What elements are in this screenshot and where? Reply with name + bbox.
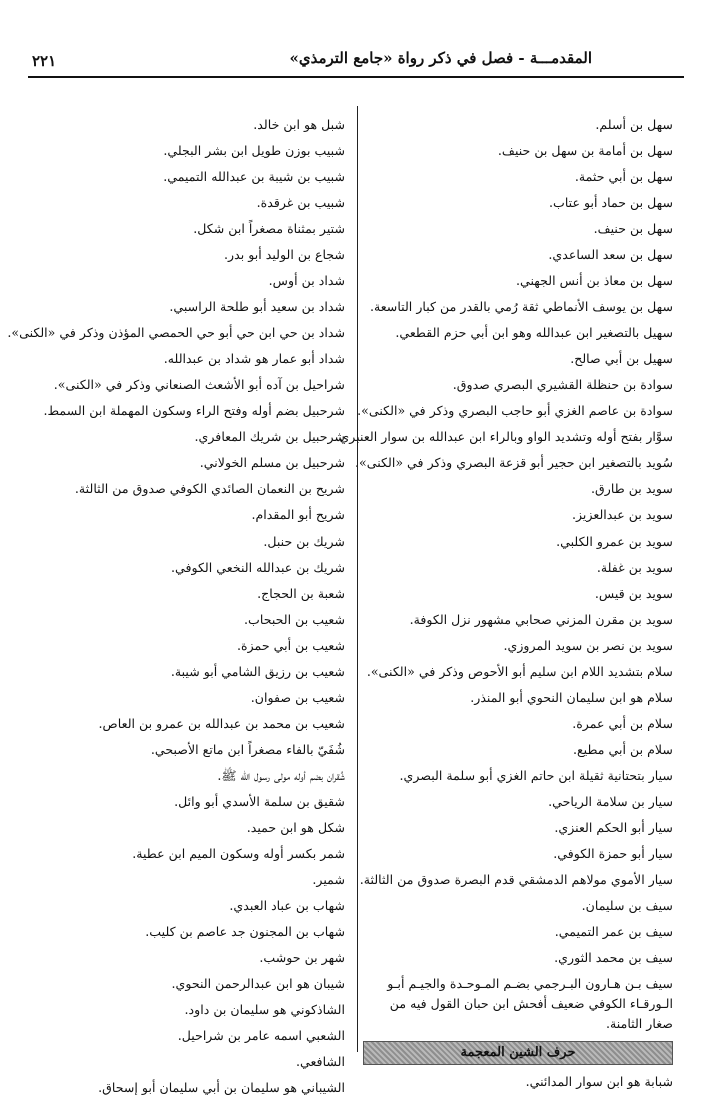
- list-item: شعيب بن محمد بن عبدالله بن عمرو بن العاص.: [98, 715, 345, 731]
- list-item: شبل هو ابن خالد.: [253, 117, 345, 132]
- list-item: شهاب بن المجنون جد عاصم بن كليب.: [145, 923, 345, 939]
- list-item: سيار بن سلامة الرياحي.: [548, 793, 673, 809]
- list-item: سلام بن أبي عمرة.: [572, 715, 673, 731]
- list-item: شتير بمثناة مصغراً ابن شكل.: [193, 221, 345, 237]
- list-item: شبيب بن شيبة بن عبدالله التميمي.: [163, 169, 345, 185]
- right-column: [335, 112, 673, 1095]
- list-item: سلام بتشديد اللام ابن سليم أبو الأحوص وذكر في «الكنى».: [366, 663, 673, 679]
- list-item: سهل بن سعد الساعدي.: [548, 247, 673, 263]
- list-item: شرحبيل بن مسلم الخولاني.: [199, 455, 345, 471]
- list-item: سهل بن أبي حثمة.: [574, 169, 673, 185]
- list-item: سيف بن عمر التميمي.: [554, 923, 673, 939]
- list-item: سوادة بن حنظلة القشيري البصري صدوق.: [452, 377, 673, 393]
- list-item: شداد أبو عمار هو شداد بن عبدالله.: [163, 351, 345, 367]
- list-item: شداد بن حي ابن حي أبو حي الحمصي المؤذن وذكر في «الكنى».: [7, 325, 345, 341]
- list-item: سهل بن أمامة بن سهل بن حنيف.: [497, 143, 673, 159]
- list-item: شريك بن حنبل.: [263, 533, 345, 549]
- list-item: شرحبيل بضم أوله وفتح الراء وسكون المهملة ابن السمط.: [43, 403, 345, 419]
- header-rule: [28, 76, 684, 78]
- list-item: الشافعي.: [295, 1054, 345, 1070]
- list-item: سيار أبو حمزة الكوفي.: [553, 845, 673, 861]
- list-item: سلام هو ابن سليمان النحوي أبو المنذر.: [470, 689, 673, 705]
- list-item: شُقران بضم أوله مولى رسول الله ﷺ.: [217, 767, 345, 783]
- list-item: شجاع بن الوليد أبو بدر.: [224, 247, 345, 263]
- list-item: سويد بن نصر بن سويد المروزي.: [503, 637, 673, 653]
- list-item: شريح بن النعمان الصائدي الكوفي صدوق من الثالثة.: [74, 481, 345, 497]
- list-item: شبيب بوزن طويل ابن بشر البجلي.: [163, 143, 345, 159]
- list-item: شعيب بن الحبحاب.: [244, 611, 345, 627]
- list-item: شداد بن أوس.: [268, 273, 345, 289]
- running-title: المقدمـــة - فصل في ذكر رواة «جامع الترمذي»: [289, 49, 592, 67]
- list-item: سهل بن أسلم.: [595, 117, 673, 132]
- list-item: شرحبيل بن شريك المعافري.: [194, 429, 345, 445]
- list-item: شداد بن سعيد أبو طلحة الراسبي.: [169, 299, 345, 315]
- list-item: سهل بن حنيف.: [593, 221, 673, 237]
- list-item: شكل هو ابن حميد.: [246, 819, 345, 835]
- list-item-wrapped: سيف بـن هـارون البـرجمي بضـم المـوحـدة والجيـم أبـو الـورقـاء الكوفي ضعيف أفحش ابن حبان القول فيه من صغار الثامنة.: [387, 976, 673, 1032]
- list-item: سهل بن معاذ بن أنس الجهني.: [516, 273, 673, 289]
- list-item: سوَّار بفتح أوله وتشديد الواو وبالراء ابن عبدالله بن سوار العنبري.: [335, 429, 673, 445]
- list-item: الشاذكوني هو سليمان بن داود.: [184, 1002, 345, 1018]
- list-item: سهل بن حماد أبو عتاب.: [548, 195, 673, 211]
- list-item: سويد بن غفلة.: [596, 559, 673, 575]
- list-item: سويد بن طارق.: [591, 481, 673, 497]
- list-item: شعيب بن أبي حمزة.: [236, 637, 345, 653]
- list-item: شعبة بن الحجاج.: [257, 585, 345, 601]
- list-item: سهيل بن أبي صالح.: [570, 351, 673, 367]
- list-item: شمير.: [312, 871, 345, 887]
- section-heading: حرف الشين المعجمة: [363, 1041, 673, 1065]
- column-divider: [357, 106, 358, 1052]
- list-item: شعيب بن صفوان.: [250, 689, 345, 705]
- list-item: سويد بن عبدالعزيز.: [571, 507, 673, 523]
- list-item: الشعبي اسمه عامر بن شراحيل.: [177, 1028, 345, 1044]
- list-item: سيف بن سليمان.: [581, 897, 673, 913]
- list-item: سيار الأموي مولاهم الدمشقي قدم البصرة صدوق من الثالثة.: [359, 871, 673, 887]
- list-item: سويد بن مقرن المزني صحابي مشهور نزل الكوفة.: [409, 611, 673, 627]
- list-item: شهاب بن عباد العبدي.: [229, 897, 345, 913]
- list-item: شقيق بن سلمة الأسدي أبو وائل.: [174, 793, 345, 809]
- list-item: شريح أبو المقدام.: [251, 507, 345, 523]
- list-item: الشيباني هو سليمان بن أبي سليمان أبو إسحاق.: [98, 1080, 345, 1096]
- list-item: شيبان هو ابن عبدالرحمن النحوي.: [171, 976, 345, 992]
- list-item: سيار أبو الحكم العنزي.: [554, 819, 673, 835]
- list-item: سيف بن محمد الثوري.: [554, 950, 673, 965]
- list-item: سلام بن أبي مطيع.: [572, 741, 673, 757]
- list-item: شمر بكسر أوله وسكون الميم ابن عطية.: [132, 845, 345, 861]
- list-item: سهيل بالتصغير ابن عبدالله وهو ابن أبي حزم القطعي.: [395, 325, 673, 341]
- list-item: سويد بن عمرو الكلبي.: [556, 533, 673, 549]
- list-item: شراحيل بن آده أبو الأشعث الصنعاني وذكر في «الكنى».: [53, 377, 345, 393]
- page-header: [28, 44, 684, 74]
- left-column: [7, 112, 345, 1101]
- list-item: شبيب بن غرقدة.: [256, 195, 345, 211]
- list-item: شُفَيّ بالفاء مصغراً ابن ماتع الأصبحي.: [150, 741, 345, 757]
- page-number: ٢٢١: [32, 52, 57, 70]
- list-item: شريك بن عبدالله النخعي الكوفي.: [170, 559, 345, 575]
- list-item: شهر بن حوشب.: [259, 950, 345, 965]
- list-item: سيار بتحتانية ثقيلة ابن حاتم الغزي أبو سلمة البصري.: [399, 767, 673, 783]
- list-item: سهل بن يوسف الأنماطي ثقة رُمي بالقدر من كبار التاسعة.: [369, 299, 673, 315]
- list-item: سويد بن قيس.: [594, 585, 673, 601]
- list-item: سُويد بالتصغير ابن حجير أبو قزعة البصري وذكر في «الكنى».: [355, 455, 673, 471]
- list-item: شعيب بن رزيق الشامي أبو شيبة.: [170, 663, 345, 679]
- list-item: سوادة بن عاصم الغزي أبو حاجب البصري وذكر في «الكنى».: [357, 403, 673, 419]
- list-item: شبابة هو ابن سوار المدائني.: [525, 1074, 673, 1090]
